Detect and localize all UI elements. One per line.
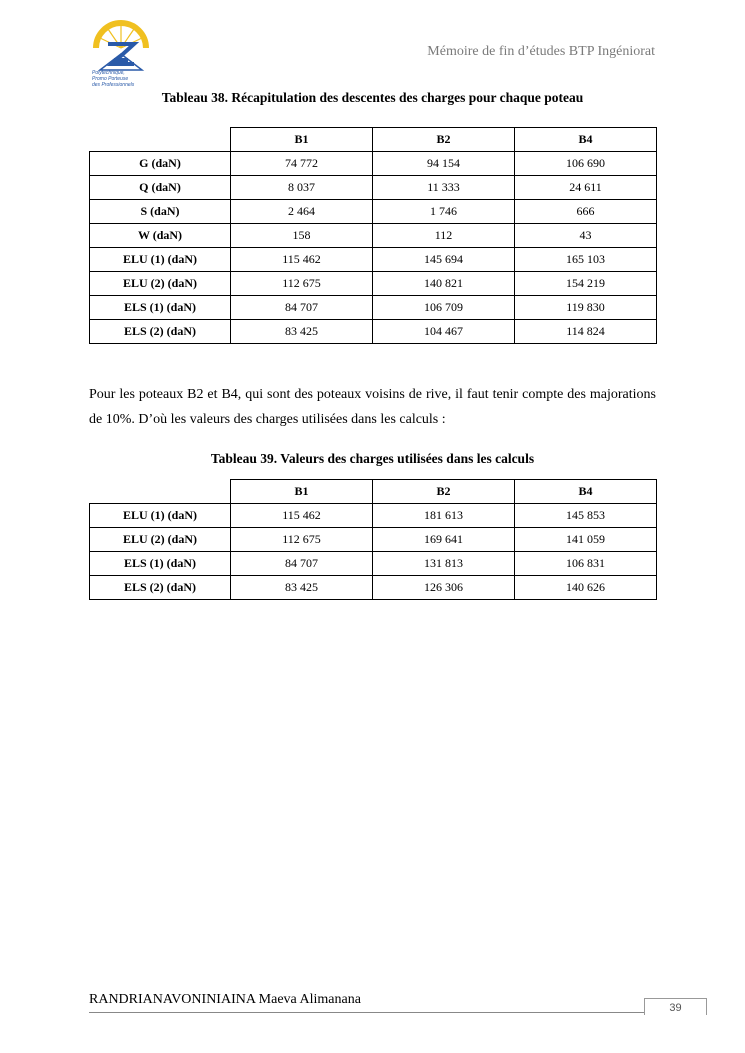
table-cell: 8 037 <box>231 176 373 200</box>
table-cell: 106 709 <box>373 296 515 320</box>
table-cell: 106 831 <box>515 552 657 576</box>
table-cell: 154 219 <box>515 272 657 296</box>
table2-col-header: B4 <box>515 480 657 504</box>
table-cell: 181 613 <box>373 504 515 528</box>
table-cell: 43 <box>515 224 657 248</box>
table1-header-row <box>90 128 657 152</box>
table-cell: 131 813 <box>373 552 515 576</box>
footer-author: RANDRIANAVONINIAINA Maeva Alimanana <box>89 992 361 1007</box>
table-cell: 112 <box>373 224 515 248</box>
table-cell: 83 425 <box>231 320 373 344</box>
table-cell: 24 611 <box>515 176 657 200</box>
table-cell: 114 824 <box>515 320 657 344</box>
row-label: ELS (1) (daN) <box>90 296 231 320</box>
body-paragraph: Pour les poteaux B2 et B4, qui sont des poteaux voisins de rive, il faut tenir compte des majorations de 10%. D’où les valeurs des charges utilisées dans les calculs : <box>89 387 656 427</box>
table-cell: 141 059 <box>515 528 657 552</box>
table-cell: 11 333 <box>373 176 515 200</box>
table-cell: 84 707 <box>231 552 373 576</box>
row-label: W (daN) <box>90 224 231 248</box>
table-row <box>90 152 657 176</box>
table-row <box>90 176 657 200</box>
table-row <box>90 320 657 344</box>
table-cell: 115 462 <box>231 504 373 528</box>
row-label: G (daN) <box>90 152 231 176</box>
table-row <box>90 528 657 552</box>
table-row <box>90 552 657 576</box>
row-label: ELS (1) (daN) <box>90 552 231 576</box>
table-cell: 83 425 <box>231 576 373 600</box>
table1-col-header: B4 <box>515 128 657 152</box>
table2-col-header: B1 <box>231 480 373 504</box>
table2-corner-cell <box>90 480 231 504</box>
row-label: ELU (2) (daN) <box>90 272 231 296</box>
table-cell: 140 821 <box>373 272 515 296</box>
row-label: ELS (2) (daN) <box>90 320 231 344</box>
table-cell: 104 467 <box>373 320 515 344</box>
table2 <box>89 479 657 600</box>
row-label: ELU (1) (daN) <box>90 248 231 272</box>
table-cell: 145 694 <box>373 248 515 272</box>
row-label: ELS (2) (daN) <box>90 576 231 600</box>
table-row <box>90 504 657 528</box>
table-cell: 115 462 <box>231 248 373 272</box>
table-cell: 119 830 <box>515 296 657 320</box>
table-cell: 84 707 <box>231 296 373 320</box>
table-cell: 158 <box>231 224 373 248</box>
page-number: 39 <box>644 998 707 1015</box>
table2-col-header: B2 <box>373 480 515 504</box>
table-row <box>90 272 657 296</box>
table-cell: 94 154 <box>373 152 515 176</box>
logo-caption-line: Promo Porteuse <box>92 76 129 82</box>
row-label: ELU (1) (daN) <box>90 504 231 528</box>
table-cell: 165 103 <box>515 248 657 272</box>
table1-caption: Tableau 38. Récapitulation des descentes des charges pour chaque poteau <box>161 90 584 105</box>
table-row <box>90 248 657 272</box>
table1-col-header: B1 <box>231 128 373 152</box>
table-cell: 666 <box>515 200 657 224</box>
table2-header-row <box>90 480 657 504</box>
table-cell: 112 675 <box>231 528 373 552</box>
table-cell: 112 675 <box>231 272 373 296</box>
row-label: Q (daN) <box>90 176 231 200</box>
logo-caption <box>92 70 162 88</box>
table-cell: 1 746 <box>373 200 515 224</box>
table2-caption: Tableau 39. Valeurs des charges utilisées dans les calculs <box>210 451 535 466</box>
table-row <box>90 576 657 600</box>
table-cell: 126 306 <box>373 576 515 600</box>
table-row <box>90 224 657 248</box>
table1-corner-cell <box>90 128 231 152</box>
table-cell: 106 690 <box>515 152 657 176</box>
logo-caption-line: des Professionnels <box>92 82 135 88</box>
table-row <box>90 200 657 224</box>
table-cell: 140 626 <box>515 576 657 600</box>
table-cell: 169 641 <box>373 528 515 552</box>
row-label: ELU (2) (daN) <box>90 528 231 552</box>
table-cell: 145 853 <box>515 504 657 528</box>
table-row <box>90 296 657 320</box>
logo-caption-line: Polytechnique, <box>92 70 125 76</box>
footer-divider <box>89 1012 656 1013</box>
table1-col-header: B2 <box>373 128 515 152</box>
table-cell: 2 464 <box>231 200 373 224</box>
row-label: S (daN) <box>90 200 231 224</box>
table-cell: 74 772 <box>231 152 373 176</box>
table1 <box>89 127 657 344</box>
header-title: Mémoire de fin d’études BTP Ingéniorat <box>427 44 655 59</box>
